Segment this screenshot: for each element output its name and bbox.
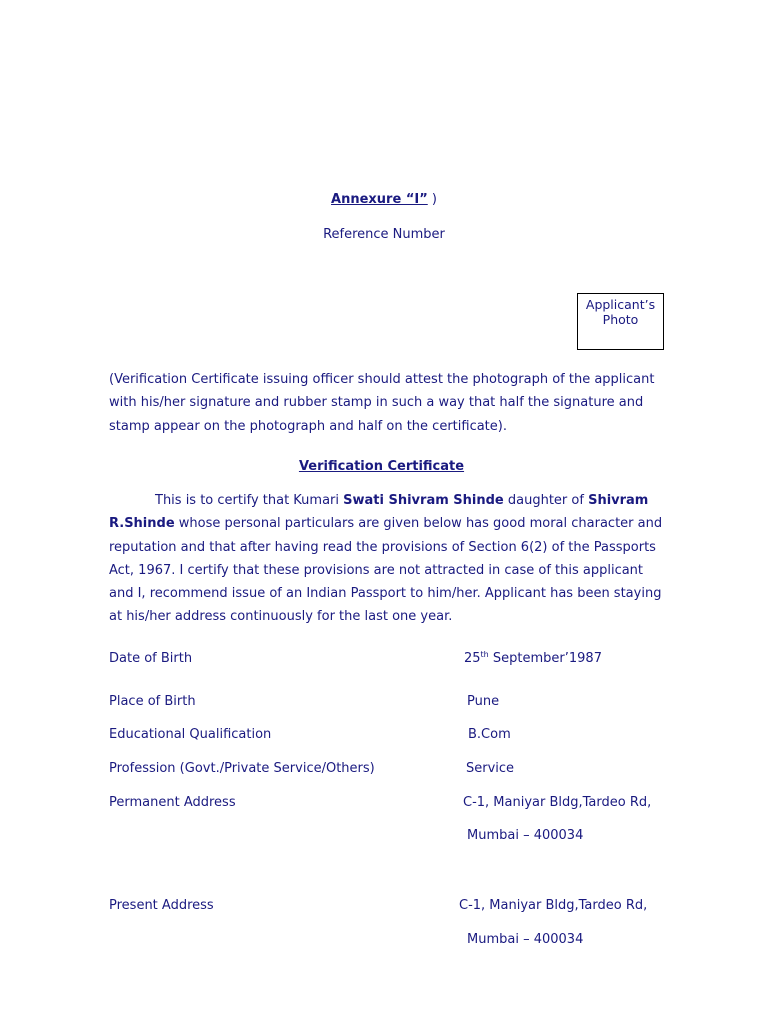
certificate-body — [109, 489, 669, 629]
education-value: B.Com — [468, 727, 511, 742]
profession-value: Service — [466, 761, 515, 776]
pob-label: Place of Birth — [109, 694, 196, 709]
profession-label: Profession (Govt./Private Service/Others) — [109, 761, 375, 776]
dob-rest: September’1987 — [488, 651, 602, 666]
attestation-instruction: (Verification Certificate issuing officer should attest the photograph of the applicant with his/her signature and rubber stamp in such a way that half the signature and stamp appear on the photograph and half on the certificate). — [109, 372, 655, 434]
certificate-text-3: whose personal particulars are given below has good moral character and reputation and that after having read the provisions of Section 6(2) of the Passports Act, 1967. I certify that these provisions are not attracted in case of this applicant and I, recommend issue of an Indian Passport to him/her. Applicant has been staying at his/her address continuously for the last one year. — [109, 516, 663, 625]
father-name: Shivram R.Shinde — [109, 493, 649, 532]
pob-value: Pune — [467, 694, 500, 709]
certificate-text-1: This is to certify that Kumari — [155, 493, 344, 508]
photo-box-line2: Photo — [602, 312, 639, 327]
applicant-name: Swati Shivram Shinde — [343, 493, 504, 508]
permanent-address-label: Permanent Address — [109, 795, 236, 810]
annexure-title: Annexure “I” — [331, 192, 428, 207]
applicant-photo-box — [577, 293, 664, 350]
present-address-label: Present Address — [109, 898, 214, 913]
dob-suffix: th — [480, 650, 489, 659]
permanent-address-line1: C-1, Maniyar Bldg,Tardeo Rd, — [463, 795, 652, 810]
dob-day: 25 — [464, 651, 481, 666]
education-label: Educational Qualification — [109, 727, 272, 742]
annexure-heading — [0, 192, 768, 207]
certificate-text-2: daughter of — [503, 493, 589, 508]
present-address-line2: Mumbai – 400034 — [467, 932, 584, 947]
present-address-line1: C-1, Maniyar Bldg,Tardeo Rd, — [459, 898, 648, 913]
dob-value — [464, 651, 602, 666]
dob-label: Date of Birth — [109, 651, 193, 666]
permanent-address-line2: Mumbai – 400034 — [467, 828, 584, 843]
photo-box-line1: Applicant’s — [585, 297, 656, 312]
annexure-paren: ) — [427, 192, 437, 207]
reference-number-label: Reference Number — [323, 227, 445, 242]
certificate-title: Verification Certificate — [298, 459, 465, 474]
